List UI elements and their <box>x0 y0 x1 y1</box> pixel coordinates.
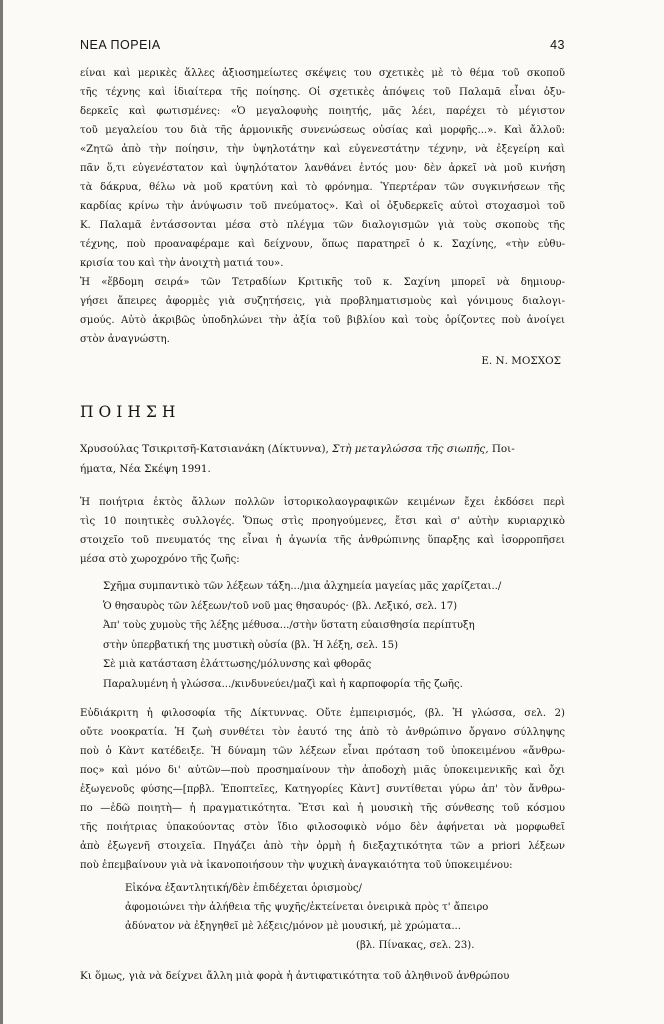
quote-line: Εἰκόνα ἐξαντλητική/δὲν ἐπιδέχεται ὁρισμοὺς/ <box>125 883 362 894</box>
text-line: τὰ δάκρυα, θέλω νὰ μοῦ κρατύνη καὶ τὸ φρόνημα. Ὑπερτέραν τῶν συγκινήσεων τῆς <box>80 182 565 193</box>
poem-quote-1 <box>103 577 565 694</box>
text-line: ποὺ ἐπεμβαίνουν γιὰ νὰ ἱκανοποιήσουν τὴν ψυχικὴ ἀναγκαιότητα τοῦ ὑποκειμένου: <box>80 860 513 871</box>
review-2-body <box>80 704 565 875</box>
quote-line: Σὲ μιὰ κατάσταση ἐλάττωσης/μόλυνσης καὶ φθορᾶς <box>103 659 372 670</box>
quote-line: ἀφομοιώνει τὴν ἀλήθεια τῆς ψυχῆς/ἐκτείνεται ὀνειρικὰ πρὸς τ' ἄπειρο <box>125 902 489 913</box>
text-line: ποὺ ὁ Κὰντ κατέδειξε. Ἡ δύναμη τῶν λέξεων εἶναι πρόταση τοῦ ὑποκειμένου «ἄνθρω- <box>80 746 565 757</box>
text-line: Εὐδιάκριτη ἡ φιλοσοφία τῆς Δίκτυννας. Οὔτε ἐμπειρισμός, (βλ. Ἡ γλώσσα, σελ. 2) <box>80 708 565 719</box>
scan-edge <box>0 0 3 1024</box>
text-line: τοῦ μεγαλείου του διὰ τῆς ἁρμονικῆς συνενώσεως οὐσίας καὶ μορφῆς...». Καὶ ἄλλοῦ: <box>80 125 565 136</box>
quote-line: Ὁ θησαυρὸς τῶν λέξεων/τοῦ νοῦ μας θησαυρός· (βλ. Λεξικό, σελ. 17) <box>103 600 458 612</box>
text-line: ἀπὸ ἐξωγενῆ στοιχεῖα. Πηγάζει ἀπὸ τὴν ὁρμὴ ἡ διεξαχτικότητα τῶν a priori λέξεων <box>80 841 565 852</box>
text-line: τέχνης, ποὺ προαναφέραμε καὶ δείχνουν, ὅπως παρατηρεῖ ὁ κ. Σαχίνης, «τὴν εὐθυ- <box>80 239 565 250</box>
book-details: Ποι- <box>491 443 515 455</box>
quote-line: ἀδύνατον νὰ ἐξηγηθεῖ μὲ λέξεις/μόνον μὲ μουσική, μὲ χρώματα... <box>125 921 461 932</box>
text-line: τῆς ποιήτριας ὑπακούοντας στὸν ἴδιο φιλοσοφικὸ νόμο δὲν ἀφήνεται νὰ μορφωθεῖ <box>80 822 565 833</box>
text-line: οὔτε νοοκρατία. Ἡ ζωὴ συνθέτει τὸν ἑαυτό της ἀπὸ τὸ ἀνθρώπινο ὄργανο σύλληψης <box>80 727 565 738</box>
author-signature: Ε. Ν. ΜΟΣΧΟΣ <box>481 355 561 367</box>
poem-quote-2 <box>125 879 565 955</box>
text-line: είναι καὶ μερικὲς ἄλλες ἀξιοσημείωτες σκέψεις του σχετικὲς μὲ τὸ θέμα τοῦ σκοποῦ <box>80 68 565 79</box>
quote-line: στὴν ὑπερβατική της μυστικὴ οὐσία (βλ. Ἡ λέξη, σελ. 15) <box>103 639 399 651</box>
text-line: πᾶν ὅ,τι εὐγενέστατον καὶ ὑψηλότατον λανθάνει ἐντός μου· δὲν ἀρκεῖ νὰ μοῦ κινήση <box>80 163 565 174</box>
text-line: τῆς τέχνης καὶ ἰδιαίτερα τῆς ποίησης. Οἱ σχετικὲς ἀπόψεις τοῦ Παλαμᾶ εἶναι ὀξυ- <box>80 87 565 98</box>
journal-title: ΝΕΑ ΠΟΡΕΙΑ <box>80 38 161 52</box>
text-line: Ἡ ποιήτρια ἐκτὸς ἄλλων πολλῶν ἱστορικολαογραφικῶν κειμένων ἔχει ἐκδόσει περὶ <box>80 497 565 508</box>
quote-line: Σχῆμα συμπαντικὸ τῶν λέξεων τάξη.../μια ἀλχημεία μαγείας μᾶς χαρίζεται../ <box>103 581 502 592</box>
review-1-paragraph-1 <box>80 64 565 273</box>
text-line: δερκεῖς καὶ φωτισμένες: «Ὁ μεγαλοφυὴς ποιητής, μᾶς λέει, παρέχει τὸ μέγιστον <box>80 106 565 117</box>
text-line: Ἡ «ἕβδομη σειρά» τῶν Τετραδίων Κριτικῆς τοῦ κ. Σαχίνη μπορεῖ νὰ δημιουρ- <box>80 277 565 288</box>
text-line: καρδίας κρίνω τὴν ἀνύψωσιν τοῦ πνεύματος». Καὶ οἱ ὀξυδερκεῖς αὐτοὶ στοχασμοὶ τοῦ <box>80 201 565 212</box>
text-line: ἐξωγενοῦς φύσης—[πρβλ. Ἐποπτεῖες, Κατηγορίες Κὰντ] συντίθεται γύρω ἀπ' τὸν ἄνθρω- <box>80 784 565 795</box>
book-title: Στὴ μεταγλώσσα τῆς σιωπῆς, <box>332 443 489 455</box>
running-head <box>80 38 565 64</box>
book-publisher: ήματα, Νέα Σκέψη 1991. <box>80 463 211 475</box>
text-line: γήσει ἄπειρες ἀφορμὲς γιὰ συζητήσεις, γιὰ προβληματισμοὺς καὶ γόνιμους διαλογι- <box>80 296 565 307</box>
text-line: στοιχεῖο τοῦ πνευματός της εἶναι ἡ ἀγωνία τῆς ἀνθρώπινης ὕπαρξης καὶ ἰσορροπῆσει <box>80 535 565 546</box>
section-title: ΠΟΙΗΣΗ <box>80 403 181 421</box>
text-line: τὶς 10 ποιητικὲς συλλογές. Ὅπως στὶς προηγούμενες, ἔτσι καὶ σ' αὐτὴν κυριαρχικὸ <box>80 516 565 527</box>
quote-line: Παραλυμένη ἡ γλώσσα.../κινδυνεύει/μαζὶ καὶ ἡ καρποφορία τῆς ζωῆς. <box>103 678 463 690</box>
text-line: σμούς. Αὐτὸ ἀκριβῶς ὑποδηλώνει τὴν ἀξία τοῦ βιβλίου καὶ τοὺς ὁρίζοντες ποὺ ἀνοίγει <box>80 315 565 326</box>
text-line: πος» καὶ μόνο δι' αὐτῶν—ποὺ προσημαίνουν τὴν ἀποδοχὴ μιᾶς ὑποκειμενικῆς καὶ ὄχι <box>80 765 565 776</box>
text-line: κρισία του καὶ τὴν ἀνοιχτὴ ματιά του». <box>80 258 284 269</box>
review-1-paragraph-2 <box>80 273 565 349</box>
text-line: «Ζητῶ ἀπὸ τὴν ποίησιν, τὴν ὑψηλοτάτην καὶ εὐγενεστάτην τέχνην, νὰ ἐξεγείρη καὶ <box>80 144 565 155</box>
quote-line: Ἀπ' τοὺς χυμοὺς τῆς λέξης μέθυσα.../στὴν ὕστατη εὐαισθησία περίπτυξη <box>103 620 475 631</box>
page <box>80 38 565 996</box>
page-number: 43 <box>550 38 565 52</box>
quote-source: (βλ. Πίνακας, σελ. 23). <box>356 940 475 951</box>
book-author: Χρυσούλας Τσικριτσῆ-Κατσιανάκη (Δίκτυννα), <box>80 443 329 455</box>
text-line: πο —ἐδῶ ποιητὴ— ἡ πραγματικότητα. Ἔτσι καὶ ἡ μουσικὴ τῆς σύνθεσης τοῦ κόσμου <box>80 803 565 814</box>
review-2-intro <box>80 493 565 569</box>
closing-line: Κι ὅμως, γιὰ νὰ δείχνει ἄλλη μιὰ φορὰ ἡ ἀντιφατικότητα τοῦ ἀληθινοῦ ἀνθρώπου <box>80 970 510 982</box>
text-line: Κ. Παλαμᾶ ἐντάσσονται μέσα στὸ πλέγμα τῶν διαλογισμῶν γιὰ τοὺς σκοποὺς τῆς <box>80 220 565 231</box>
book-reference <box>80 439 565 479</box>
text-line: μέσα στὸ χωροχρόνο τῆς ζωῆς: <box>80 554 240 565</box>
text-line: στὸν ἀναγνώστη. <box>80 334 170 345</box>
